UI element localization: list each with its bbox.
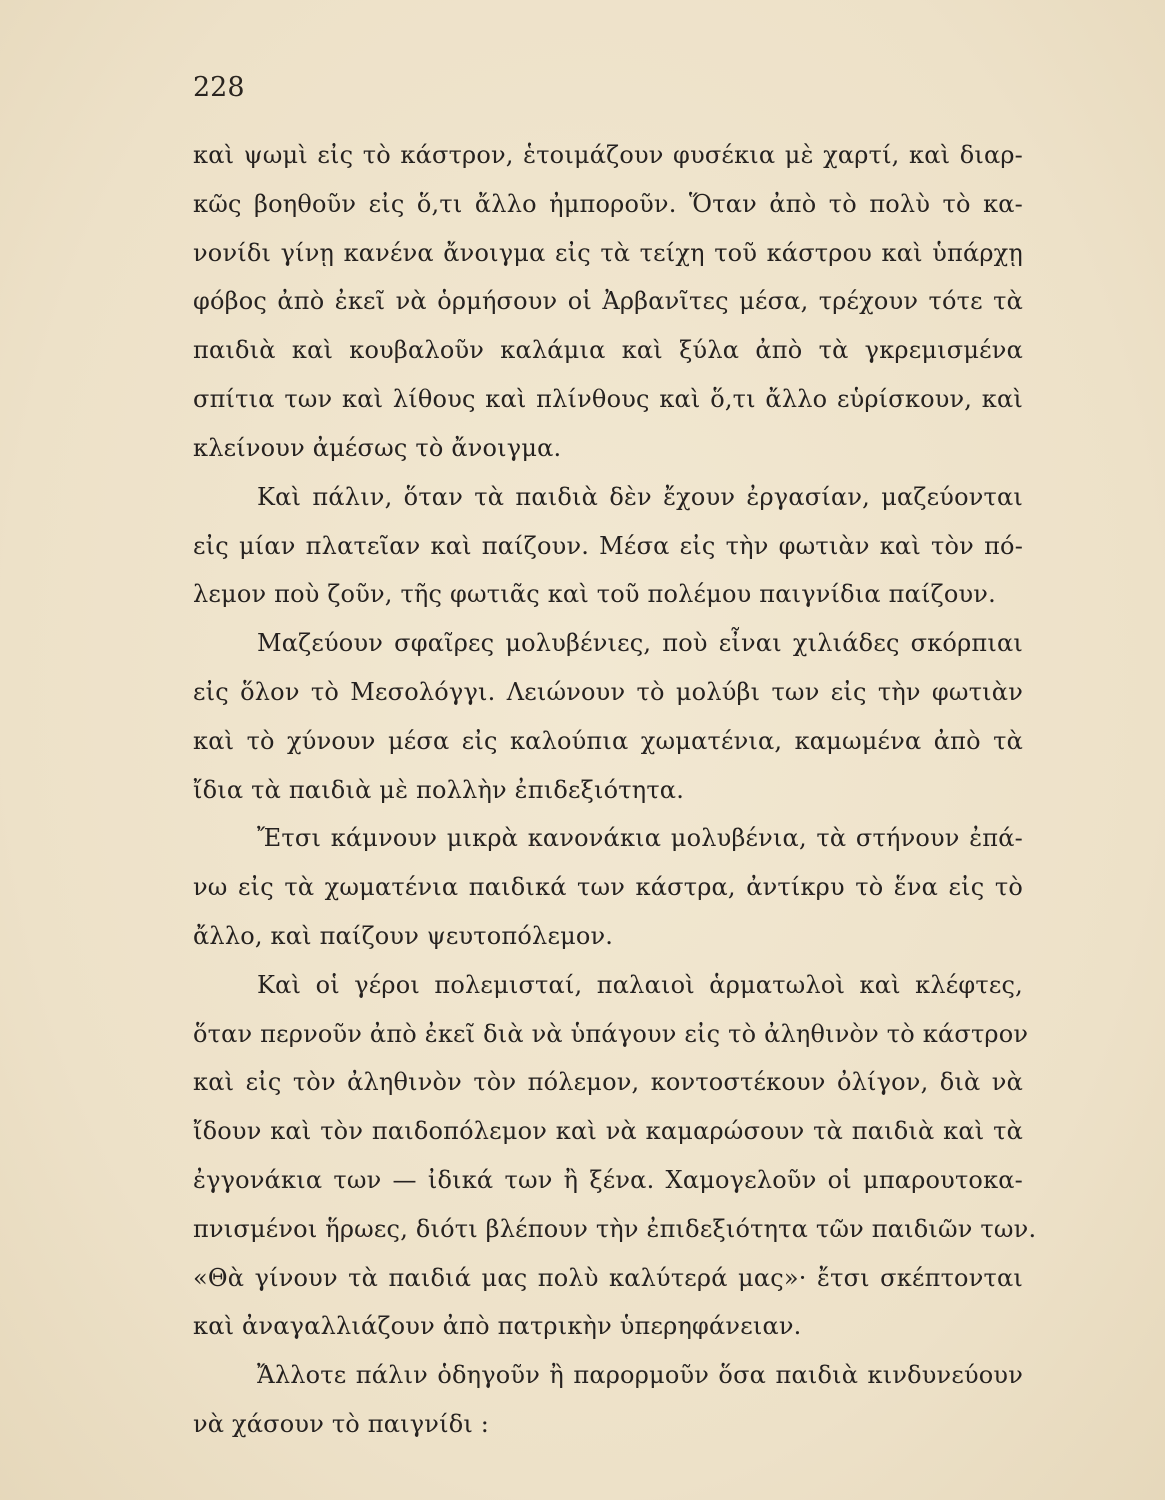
paragraph-first-line: Καὶ οἱ γέροι πολεμισταί, παλαιοὶ ἁρματωλοὶ καὶ κλέφτες, (257, 971, 1023, 999)
paragraph-first-line: Ἄλλοτε πάλιν ὁδηγοῦν ἢ παρορμοῦν ὅσα παιδιὰ κινδυνεύουν (257, 1361, 1023, 1389)
text-line: καὶ ψωμὶ εἰς τὸ κάστρον, ἑτοιμάζουν φυσέκια μὲ χαρτί, καὶ διαρ- (193, 141, 1023, 169)
text-line: σπίτια των καὶ λίθους καὶ πλίνθους καὶ ὅ,τι ἄλλο εὑρίσκουν, καὶ (193, 385, 1023, 413)
text-line: ἴδουν καὶ τὸν παιδοπόλεμον καὶ νὰ καμαρώσουν τὰ παιδιὰ καὶ τὰ (193, 1117, 1023, 1145)
text-line: καὶ ἀναγαλλιάζουν ἀπὸ πατρικὴν ὑπερηφάνειαν. (193, 1312, 802, 1340)
text-line: παιδιὰ καὶ κουβαλοῦν καλάμια καὶ ξύλα ἀπὸ τὰ γκρεμισμένα (193, 336, 1023, 364)
text-line: κλείνουν ἀμέσως τὸ ἄνοιγμα. (193, 434, 562, 462)
text-line: ἐγγονάκια των — ἰδικά των ἢ ξένα. Χαμογελοῦν οἱ μπαρουτοκα- (193, 1166, 1023, 1194)
text-line: νω εἰς τὰ χωματένια παιδικά των κάστρα, ἀντίκρυ τὸ ἕνα εἰς τὸ (193, 873, 1023, 901)
text-line: νὰ χάσουν τὸ παιγνίδι : (193, 1410, 490, 1438)
text-line: εἰς ὅλον τὸ Μεσολόγγι. Λειώνουν τὸ μολύβι των εἰς τὴν φωτιὰν (193, 678, 1023, 706)
text-line: «Θὰ γίνουν τὰ παιδιά μας πολὺ καλύτερά μας»· ἔτσι σκέπτονται (193, 1264, 1023, 1292)
paragraph-first-line: Καὶ πάλιν, ὅταν τὰ παιδιὰ δὲν ἔχουν ἐργασίαν, μαζεύονται (257, 483, 1023, 511)
text-line: λεμον ποὺ ζοῦν, τῆς φωτιᾶς καὶ τοῦ πολέμου παιγνίδια παίζουν. (193, 580, 996, 608)
text-line: φόβος ἀπὸ ἐκεῖ νὰ ὁρμήσουν οἱ Ἀρβανῖτες μέσα, τρέχουν τότε τὰ (193, 287, 1023, 315)
paragraph-first-line: Ἔτσι κάμνουν μικρὰ κανονάκια μολυβένια, τὰ στήνουν ἐπά- (257, 824, 1023, 852)
text-line: ὅταν περνοῦν ἀπὸ ἐκεῖ διὰ νὰ ὑπάγουν εἰς τὸ ἀληθινὸν τὸ κάστρον (193, 1020, 1029, 1048)
text-line: εἰς μίαν πλατεῖαν καὶ παίζουν. Μέσα εἰς τὴν φωτιὰν καὶ τὸν πό- (193, 532, 1023, 560)
text-line: καὶ τὸ χύνουν μέσα εἰς καλούπια χωματένια, καμωμένα ἀπὸ τὰ (193, 727, 1023, 755)
text-line: πνισμένοι ἥρωες, διότι βλέπουν τὴν ἐπιδεξιότητα τῶν παιδιῶν των. (193, 1215, 1037, 1243)
text-line: κῶς βοηθοῦν εἰς ὅ,τι ἄλλο ἠμποροῦν. Ὅταν ἀπὸ τὸ πολὺ τὸ κα- (193, 190, 1023, 218)
page-number: 228 (193, 72, 245, 103)
text-line: ἴδια τὰ παιδιὰ μὲ πολλὴν ἐπιδεξιότητα. (193, 776, 685, 804)
text-line: νονίδι γίνῃ κανένα ἄνοιγμα εἰς τὰ τείχη τοῦ κάστρου καὶ ὑπάρχῃ (193, 239, 1023, 267)
paragraph-first-line: Μαζεύουν σφαῖρες μολυβένιες, ποὺ εἶναι χιλιάδες σκόρπιαι (257, 629, 1023, 657)
text-line: καὶ εἰς τὸν ἀληθινὸν τὸν πόλεμον, κοντοστέκουν ὀλίγον, διὰ νὰ (193, 1068, 1023, 1096)
text-line: ἄλλο, καὶ παίζουν ψευτοπόλεμον. (193, 922, 614, 950)
